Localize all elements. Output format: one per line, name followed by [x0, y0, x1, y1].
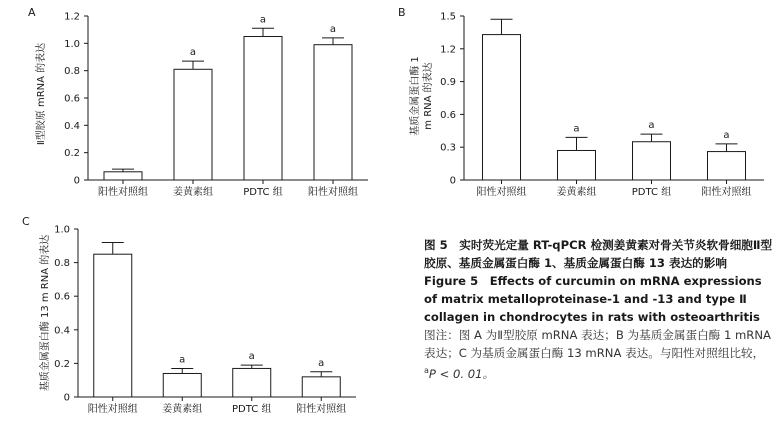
significance-label: a — [648, 120, 655, 132]
chart-panel-b — [390, 0, 781, 215]
y-tick-label: 1.2 — [440, 44, 456, 56]
y-tick-label: 0.8 — [54, 258, 70, 270]
y-axis-label-a: Ⅱ型胶原 mRNA 的表达 — [36, 42, 47, 146]
x-tick-label: 阳性对照组 — [98, 187, 148, 198]
x-tick-label: 姜黄素组 — [162, 404, 203, 415]
plot-area-a — [64, 12, 368, 199]
y-tick-label: 0.4 — [54, 325, 70, 337]
caption-note-sup: a — [424, 366, 429, 375]
significance-label: a — [189, 47, 197, 59]
y-tick-label: 0 — [63, 392, 70, 404]
y-axis-label-b-line1: 基质金属蛋白酶 1 — [410, 56, 421, 136]
caption-note-p-value: P < 0. 01。 — [428, 366, 495, 381]
bar — [483, 35, 521, 180]
y-tick-label: 0.6 — [440, 109, 456, 121]
x-tick-label: 阳性对照组 — [296, 404, 347, 415]
bar — [314, 45, 352, 180]
bar — [163, 373, 201, 397]
y-tick-label: 1.0 — [54, 224, 70, 236]
x-tick-label: PDTC 组 — [232, 404, 272, 415]
y-tick-label: 0.6 — [64, 93, 80, 105]
caption-note — [424, 326, 774, 383]
y-tick-label: 0 — [449, 175, 456, 187]
y-tick-label: 0.8 — [64, 66, 80, 78]
y-tick-label: 0.4 — [64, 120, 80, 132]
significance-label: a — [248, 351, 255, 363]
y-tick-label: 1.0 — [64, 38, 80, 50]
caption-english-title: Figure 5 Effects of curcumin on mRNA expressions of matrix metalloproteinase-1 and -13 and type Ⅱ collagen in chondrocytes in rats with osteoarthritis — [424, 274, 762, 324]
x-tick-label: 阳性对照组 — [476, 187, 527, 198]
y-tick-label: 0 — [73, 175, 80, 187]
significance-label: a — [259, 14, 267, 26]
y-tick-label: 0.6 — [54, 291, 70, 303]
plot-area-b — [440, 12, 764, 199]
y-tick-label: 1.5 — [440, 11, 456, 23]
bar — [558, 150, 596, 180]
caption-chinese-title: 图 5 实时荧光定量 RT-qPCR 检测姜黄素对骨关节炎软骨细胞Ⅱ型胶原、基质金属蛋白酶 1、基质金属蛋白酶 13 表达的影响 — [424, 238, 773, 270]
plot-area-c — [54, 225, 356, 416]
x-tick-label: 阳性对照组 — [87, 404, 138, 415]
panel-label-a: A — [28, 6, 36, 19]
y-tick-label: 0.2 — [64, 148, 80, 160]
bar — [633, 142, 671, 180]
significance-label: a — [179, 354, 186, 366]
significance-label: a — [573, 123, 580, 135]
significance-label: a — [329, 23, 337, 35]
bar — [244, 37, 282, 181]
panel-label-c: C — [22, 215, 30, 228]
chart-panel-c — [0, 212, 390, 425]
y-tick-label: 0.2 — [54, 358, 70, 370]
x-tick-label: 姜黄素组 — [173, 187, 213, 198]
y-tick-label: 0.9 — [440, 77, 456, 89]
x-tick-label: 阳性对照组 — [308, 187, 358, 198]
x-tick-label: 姜黄素组 — [556, 187, 597, 198]
bar — [708, 152, 746, 180]
panel-label-b: B — [398, 6, 406, 19]
significance-label: a — [723, 129, 730, 141]
x-tick-label: 阳性对照组 — [701, 187, 752, 198]
chart-panel-a — [0, 0, 390, 215]
y-tick-label: 0.3 — [440, 142, 456, 154]
y-axis-label-c: 基质金属蛋白酶 13 m RNA 的表达 — [40, 234, 51, 392]
bar — [94, 254, 132, 397]
caption-note-text: 图注：图 A 为Ⅱ型胶原 mRNA 表达；B 为基质金属蛋白酶 1 mRNA 表达；C 为基质金属蛋白酶 13 mRNA 表达。与阳性对照组比较， — [424, 328, 771, 360]
y-axis-label-b-line2: m RNA 的表达 — [423, 62, 434, 130]
bar — [174, 69, 212, 180]
significance-label: a — [318, 357, 325, 369]
bar — [302, 377, 340, 397]
x-tick-label: PDTC 组 — [243, 187, 283, 198]
y-tick-label: 1.2 — [64, 11, 80, 23]
bar — [233, 368, 271, 397]
figure-caption — [424, 236, 774, 383]
bar — [104, 172, 142, 180]
x-tick-label: PDTC 组 — [631, 187, 672, 198]
